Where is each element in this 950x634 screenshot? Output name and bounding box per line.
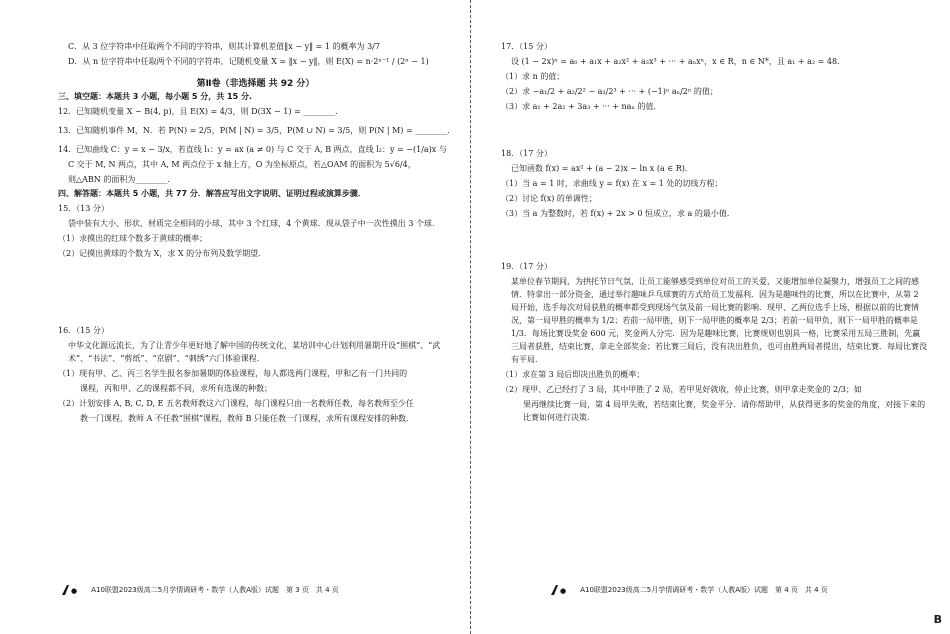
question-16-part2-line1: （2）计划安排 A, B, C, D, E 五名教师教这六门课程，每门课程只由一名教师任教，每名教师至少任 [58,399,414,408]
question-18-part2: （2）讨论 f(x) 的单调性； [501,194,597,203]
svg-text:●: ● [71,587,78,595]
question-18-part1: （1）当 a = 1 时，求曲线 y = f(x) 在 x = 1 处的切线方程； [501,179,723,188]
question-17-body: 设 (1 − 2x)ⁿ = a₀ + a₁x + a₂x² + a₃x³ + ··· + aₙxⁿ，x ∈ R，n ∈ N*，且 a₁ + a₂ = 48． [511,57,846,66]
question-14-line1: 14．已知曲线 C：y = x − 3/x，若直线 l₁：y = ax (a ≠ 0) 与 C 交于 A, B 两点，直线 l₂：y = −(1/a)x 与 [58,145,447,154]
svg-text:●: ● [560,587,567,595]
question-19-part2-line1: （2）现甲、乙已经打了 3 局，其中甲胜了 2 局，若甲见好就收，停止比赛，则甲拿走奖金的 2/3；如 [501,385,862,394]
question-15-part2: （2）记摸出黄球的个数为 X，求 X 的分布列及数学期望． [58,249,267,258]
part-2-title: 第Ⅱ卷（非选择题 共 92 分） [196,79,315,89]
question-14-line2: C 交于 M, N 两点，其中 A, M 两点位于 x 轴上方，O 为坐标原点，若△OAM 的面积为 5√6/4， [68,160,416,169]
a10-logo-icon [549,584,575,596]
question-15-heading: 15．（13 分） [58,204,109,213]
question-16-heading: 16．（15 分） [58,326,109,335]
question-17-part2: （2）求 −a₁/2 + a₂/2² − a₃/2³ + ··· + (−1)ⁿ aₙ/2ⁿ 的值； [501,87,718,96]
question-18-body: 已知函数 f(x) = ax² + (a − 2)x − ln x (a ∈ R)． [511,164,693,173]
page-fold-divider [470,0,471,634]
footer-text: A10联盟2023级高二5月学情调研考・数学（人教A版）试题 第 4 页 共 4 页 [580,586,828,594]
question-19-heading: 19．（17 分） [501,262,552,271]
question-18-heading: 18．（17 分） [501,149,552,158]
page-footer [60,584,339,596]
exam-page-4 [475,0,950,634]
question-19-part1: （1）求在第 3 局后即决出胜负的概率； [501,370,645,379]
section-4-heading: 四、解答题：本题共 5 小题，共 77 分．解答应写出文字说明、证明过程或演算步骤． [58,189,366,198]
question-16-part2-line2: 教一门课程，教师 A 不任教“围棋”课程，教师 B 只能任教一门课程，求所有课程安排的种数． [80,414,415,423]
question-19-part2-line2: 果再继续比赛一局，第 4 局甲失败，若结束比赛，奖金平分．请你帮助甲，从获得更多的奖金的角度，对接下来的比赛如何进行决策． [523,400,926,422]
section-3-heading: 三、填空题：本题共 3 小题，每小题 5 分，共 15 分. [58,92,253,101]
question-17-part3: （3）求 a₁ + 2a₂ + 3a₃ + ··· + naₙ 的值． [501,102,662,111]
question-18-part3: （3）当 a 为整数时，若 f(x) + 2x > 0 恒成立，求 a 的最小值． [501,209,735,218]
question-19-body: 某单位春节期间，为拱托节日气氛，让员工能够感受到单位对员工的关爱，又能增加单位凝聚力，增强员工之间的感情．特拿出一部分资金，通过举行趣味乒乓球赛的方式给员工发福利．因为是趣味性的比赛，所以在比赛中，从第 2 局开始，选手每次对局获胜的概率都受到现场气氛及前一局比赛的影响．现甲、乙两位选手上场，根据以前的比赛情况，第一局甲胜的概率为 1/2；若前一局甲胜，则下一局甲胜的概率是 2/3；若前一局甲负，则下一局甲胜的概率是 1/3．每场比赛设奖金 600 元，奖金两人分完．因为是趣味比赛，比赛规则也别具一格，比赛采用五局三胜制，先赢三局者获胜，结束比赛，拿走全部奖金；若比赛三局后，没有决出胜负，也可由胜两局者提出，结束比赛．每局比赛没有平局． [511,277,927,364]
option-c: C．从 3 位字符串中任取两个不同的字符串，则其计算机差值‖x − y‖ = 1 的概率为 3/7 [68,42,380,51]
question-15-body: 袋中装有大小、形状、材质完全相同的小球，其中 3 个红球，4 个黄球．现从袋子中一次性摸出 3 个球． [68,219,440,228]
page-footer [549,584,828,596]
option-d: D．从 n 位字符串中任取两个不同的字符串，记随机变量 X = ‖x − y‖，则 E(X) = n·2ⁿ⁻¹ / (2ⁿ − 1) [68,57,429,66]
question-16-part1-line1: （1）现有甲、乙、丙三名学生报名参加暑期的体验课程，每人都选两门课程，甲和乙有一门共同的 [58,369,408,378]
question-17-part1: （1）求 n 的值； [501,72,565,81]
a10-logo-icon [60,584,86,596]
corner-mark: B [933,613,942,626]
question-12: 12．已知随机变量 X ~ B(4, p)，且 E(X) = 4/3，则 D(3X − 1) = ________. [58,107,338,116]
question-14-line3: 则△ABN 的面积为________. [68,175,170,184]
question-16-body: 中华文化源远流长，为了让青少年更好地了解中国的传统文化，某培训中心计划利用暑期开设“围棋”、“武术”、“书法”、“剪纸”、“京剧”、“刺绣”六门体验课程． [68,341,441,363]
question-17-heading: 17．（15 分） [501,42,552,51]
question-15-part1: （1）求摸出的红球个数多于黄球的概率； [58,234,208,243]
question-13: 13．已知随机事件 M，N．若 P(N) = 2/5，P(M | N) = 3/5，P(M ∪ N) = 3/5，则 P(N | M) = ________. [58,126,450,135]
footer-text: A10联盟2023级高二5月学情调研考・数学（人教A版）试题 第 3 页 共 4 页 [91,586,339,594]
question-16-part1-line2: 课程，丙和甲、乙的课程都不同，求所有选课的种数； [80,384,272,393]
